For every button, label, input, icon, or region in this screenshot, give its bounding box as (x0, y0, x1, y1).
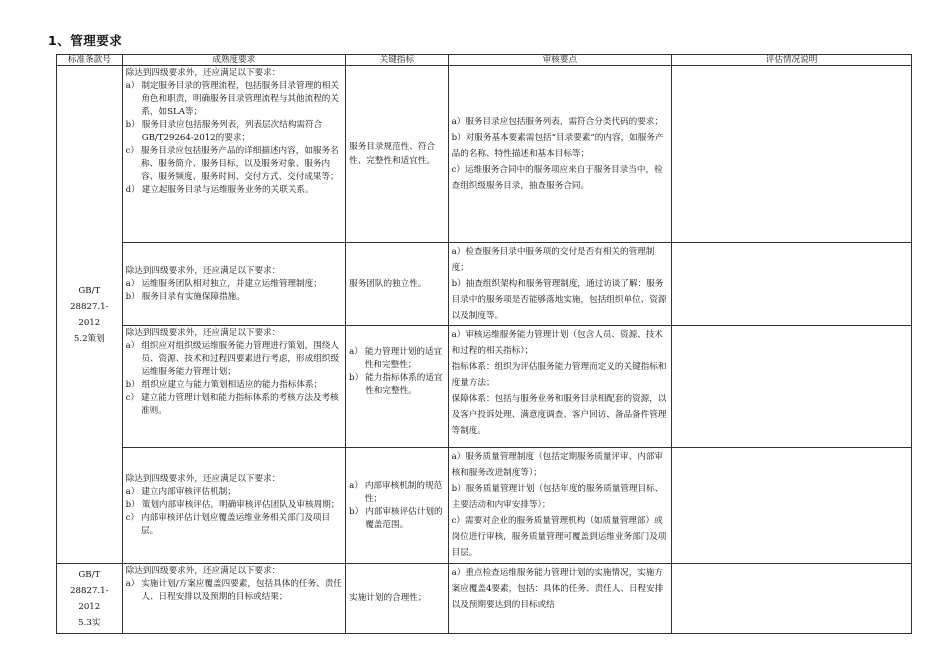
audit-cell (448, 564, 671, 634)
section-title: 1、管理要求 (48, 33, 123, 48)
indicator-item: a） 能力管理计划的适宜性和完整性； (349, 347, 443, 370)
indicator-text: 实施计划的合理性； (349, 593, 427, 603)
maturity-cell (122, 326, 345, 448)
maturity-item: a） 制定服务目录的管理流程，包括服务目录管理的相关角色和职责，明确服务目录管理流程与其他流程的关系，如SLA等； (125, 81, 339, 117)
maturity-item: c） 内部审核评估计划应覆盖运维业务相关部门及项目层。 (125, 513, 331, 536)
assessment-cell[interactable] (672, 66, 912, 243)
audit-item: a）审核运维服务能力管理计划（包含人员、资源、技术和过程的相关指标）； (451, 330, 663, 356)
header-indicator: 关键指标 (346, 55, 449, 66)
indicator-item: b） 能力指标体系的适宜性和完整性。 (349, 373, 443, 396)
maturity-intro: 除达到四级要求外，还应满足以下要求： (125, 328, 281, 338)
audit-item: 指标体系：组织为评估服务能力管理而定义的关键指标和度量方法； (451, 362, 667, 388)
clause-line: 28827.1-2012 (70, 301, 109, 328)
maturity-item: c） 服务目录应包括服务产品的详细描述内容，如服务名称、服务简介、服务目标，以及服务对象、服务内容、服务频度、服务时间、交付方式、交付成果等； (125, 146, 339, 182)
audit-cell (448, 448, 671, 564)
audit-item: a）重点检查运维服务能力管理计划的实施情况，实施方案应覆盖4要素，包括：具体的任务、责任人、日程安排以及预期要达到的目标或结 (451, 568, 664, 610)
maturity-item: b） 组织应建立与能力策划相适应的能力指标体系； (125, 380, 323, 390)
audit-item: b）抽查组织架构和服务管理制度，通过访谈了解：服务目录中的服务项是否能够落地实施，包括组织单位、资源以及制度等。 (451, 279, 667, 321)
indicator-item: b） 内部审核评估计划的覆盖范围。 (349, 506, 443, 530)
assessment-cell[interactable] (672, 564, 912, 634)
clause-line: GB/T (78, 285, 101, 296)
maturity-item: d） 建立起服务目录与运维服务业务的关联关系。 (125, 185, 314, 195)
maturity-intro: 除达到四级要求外，还应满足以下要求： (125, 265, 281, 276)
clause-line: GB/T (78, 569, 101, 580)
clause-line: 5.2策划 (73, 333, 105, 344)
table-row (57, 66, 912, 243)
indicator-cell (346, 564, 449, 634)
maturity-item: a） 组织应对组织级运维服务能力管理进行策划，围绕人员、资源、技术和过程四要素进行考虑，形成组织级运维服务能力管理计划； (125, 341, 339, 377)
table-header-row (57, 55, 912, 66)
audit-item: 保障体系：包括与服务业务和服务目录相配套的资源，以及客户投诉处理、满意度调查、客户回访、备品备件管理等制度。 (451, 394, 667, 436)
audit-cell (448, 243, 671, 326)
clause-cell (57, 564, 123, 634)
maturity-cell (122, 564, 345, 634)
assessment-cell[interactable] (672, 326, 912, 448)
indicator-cell (346, 243, 449, 326)
maturity-item: b） 服务目录应包括服务列表，列表层次结构需符合GB/T29264-2012的要求； (125, 120, 323, 143)
audit-item: a）检查服务目录中服务项的交付是否有相关的管理制度； (451, 247, 655, 273)
audit-item: b）服务质量管理计划（包括年度的服务质量管理目标、主要活动和内审安排等）； (451, 484, 664, 510)
audit-cell (448, 66, 671, 243)
maturity-intro: 除达到四级要求外，还应满足以下要求： (125, 68, 281, 78)
assessment-cell[interactable] (672, 448, 912, 564)
maturity-item: a） 运维服务团队相对独立，并建立运维管理制度； (125, 278, 322, 289)
header-maturity: 成熟度要求 (122, 55, 345, 66)
maturity-item: a） 实施计划/方案应覆盖四要素，包括具体的任务、责任人、日程安排以及预期的目标或结果； (125, 579, 342, 602)
maturity-item: a） 建立内部审核评估机制； (125, 487, 236, 497)
maturity-item: b） 服务目录有实施保障措施。 (125, 291, 245, 302)
indicator-item: a） 内部审核机制的规范性； (349, 480, 443, 504)
audit-item: c）运维服务合同中的服务项应来自于服务目录当中，检查组织级服务目录，抽查服务合同。 (451, 165, 663, 191)
maturity-intro: 除达到四级要求外，还应满足以下要求： (125, 566, 281, 576)
header-assessment: 评估情况说明 (672, 55, 912, 66)
indicator-cell (346, 448, 449, 564)
table-row (57, 243, 912, 326)
requirements-table (56, 54, 912, 634)
audit-item: a）服务目录应包括服务列表，需符合分类代码的要求； (451, 117, 663, 127)
indicator-text: 服务目录规范性、符合性、完整性和适宜性。 (349, 142, 436, 166)
audit-item: a）服务质量管理制度（包括定期服务质量评审、内部审核和服务改进制度等）； (451, 452, 663, 478)
audit-item: b）对服务基本要素需包括“目录要素”的内容，如服务产品的名称、特性描述和基本目标等； (451, 133, 664, 159)
indicator-cell (346, 326, 449, 448)
header-audit: 审核要点 (448, 55, 671, 66)
indicator-text: 服务团队的独立性。 (349, 278, 427, 289)
table-row (57, 564, 912, 634)
maturity-item: c） 建立能力管理计划和能力指标体系的考核方法及考核准则。 (125, 393, 339, 416)
maturity-cell (122, 243, 345, 326)
clause-line: 5.3实 (78, 617, 101, 628)
assessment-cell[interactable] (672, 243, 912, 326)
indicator-cell (346, 66, 449, 243)
maturity-cell (122, 66, 345, 243)
clause-line: 28827.1-2012 (70, 585, 109, 612)
header-clause: 标准条款号 (57, 55, 123, 66)
table-row (57, 448, 912, 564)
maturity-intro: 除达到四级要求外，还应满足以下要求： (125, 474, 281, 484)
maturity-cell (122, 448, 345, 564)
clause-cell (57, 66, 123, 564)
table-row (57, 326, 912, 448)
audit-cell (448, 326, 671, 448)
audit-item: c）需要对企业的服务质量管理机构（如质量管理部）或岗位进行审核，服务质量管理可覆盖到运维业务部门及项目层。 (451, 516, 667, 558)
maturity-item: b） 策划内部审核评估，明确审核评估团队及审核周期； (125, 500, 340, 510)
